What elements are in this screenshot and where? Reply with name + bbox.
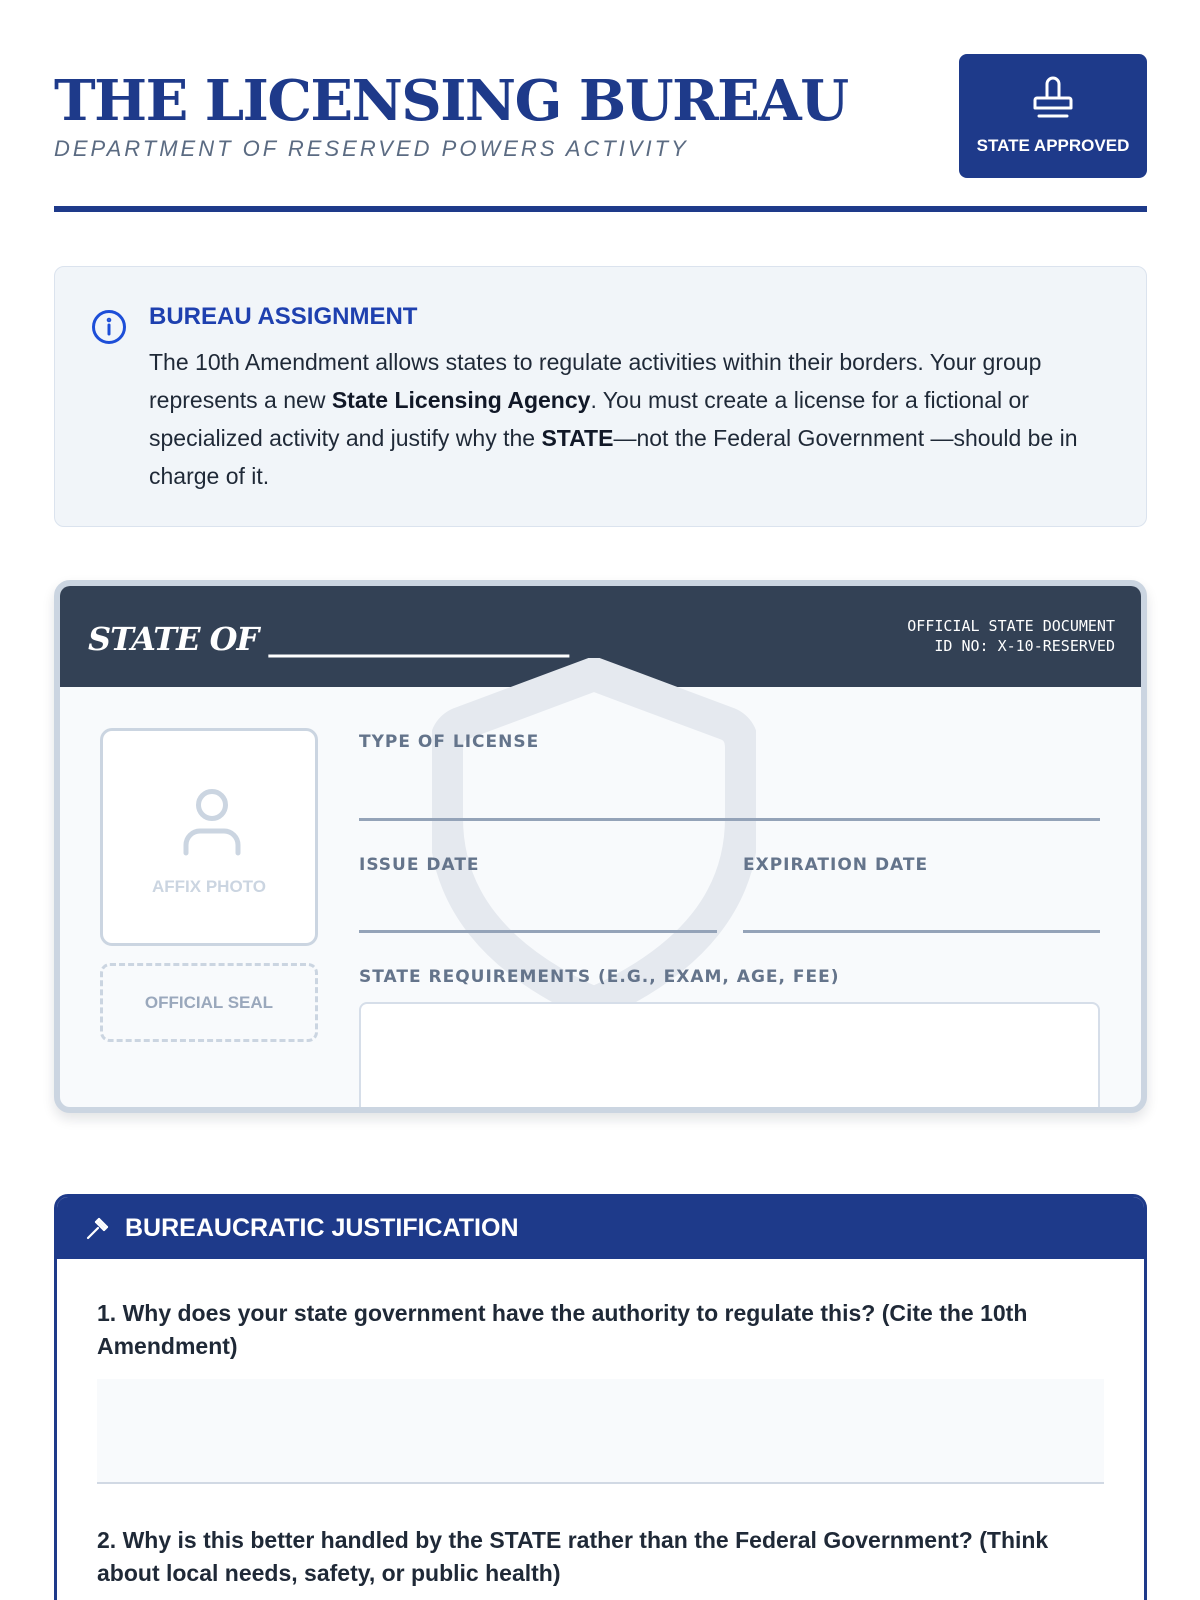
answer-1-field[interactable] <box>97 1379 1104 1484</box>
official-line-1: OFFICIAL STATE DOCUMENT <box>907 617 1115 635</box>
assignment-text-part-1: The 10th Amendment allows states to regulate activities within their borders. Your group represents a new <box>149 349 1042 413</box>
official-line-2: ID NO: X-10-RESERVED <box>934 637 1115 655</box>
question-1: 1. Why does your state government have the authority to regulate this? (Cite the 10th Amendment) <box>97 1300 1028 1359</box>
justification-heading: BUREAUCRATIC JUSTIFICATION <box>125 1214 519 1242</box>
user-icon <box>181 787 243 857</box>
info-icon <box>91 309 127 345</box>
page-subtitle: DEPARTMENT OF RESERVED POWERS ACTIVITY <box>54 136 689 161</box>
type-of-license-field[interactable] <box>359 818 1100 821</box>
type-of-license-label: TYPE OF LICENSE <box>359 732 540 752</box>
assignment-heading: BUREAU ASSIGNMENT <box>149 303 418 330</box>
assignment-text-part-3: —not the Federal Government —should be in charge of it. <box>149 425 1078 489</box>
badge-label: STATE APPROVED <box>976 136 1130 155</box>
state-approved-badge <box>959 54 1147 178</box>
issue-date-field[interactable] <box>359 930 717 933</box>
affix-photo-label: AFFIX PHOTO <box>152 877 266 896</box>
state-requirements-field[interactable] <box>359 1002 1100 1113</box>
issue-date-label: ISSUE DATE <box>359 855 480 875</box>
license-card <box>54 580 1147 1113</box>
header-divider <box>54 206 1147 212</box>
expiration-date-field[interactable] <box>743 930 1100 933</box>
assignment-bold-state: STATE <box>541 425 614 451</box>
official-seal-box[interactable]: OFFICIAL SEAL <box>100 963 318 1042</box>
assignment-text <box>149 343 1111 495</box>
bureaucratic-justification-section <box>54 1194 1147 1600</box>
assignment-text-part-2: . You must create a license for a fictional or specialized activity and justify why the <box>149 387 1029 451</box>
state-requirements-label: STATE REQUIREMENTS (E.G., EXAM, AGE, FEE) <box>359 967 840 987</box>
photo-box[interactable] <box>100 728 318 946</box>
bureau-assignment-box <box>54 266 1147 527</box>
official-document-id <box>907 616 1115 656</box>
gavel-icon <box>85 1215 111 1241</box>
assignment-bold-agency: State Licensing Agency <box>331 387 591 413</box>
page-title: THE LICENSING BUREAU <box>54 68 848 134</box>
expiration-date-label: EXPIRATION DATE <box>743 855 929 875</box>
stamp-icon <box>1033 74 1073 122</box>
question-2: 2. Why is this better handled by the STATE rather than the Federal Government? (Think about local needs, safety, or public health) <box>97 1527 1049 1586</box>
page-header <box>54 54 1147 214</box>
justification-header <box>57 1197 1144 1259</box>
state-of-line: STATE OF ____________________ <box>88 620 569 658</box>
